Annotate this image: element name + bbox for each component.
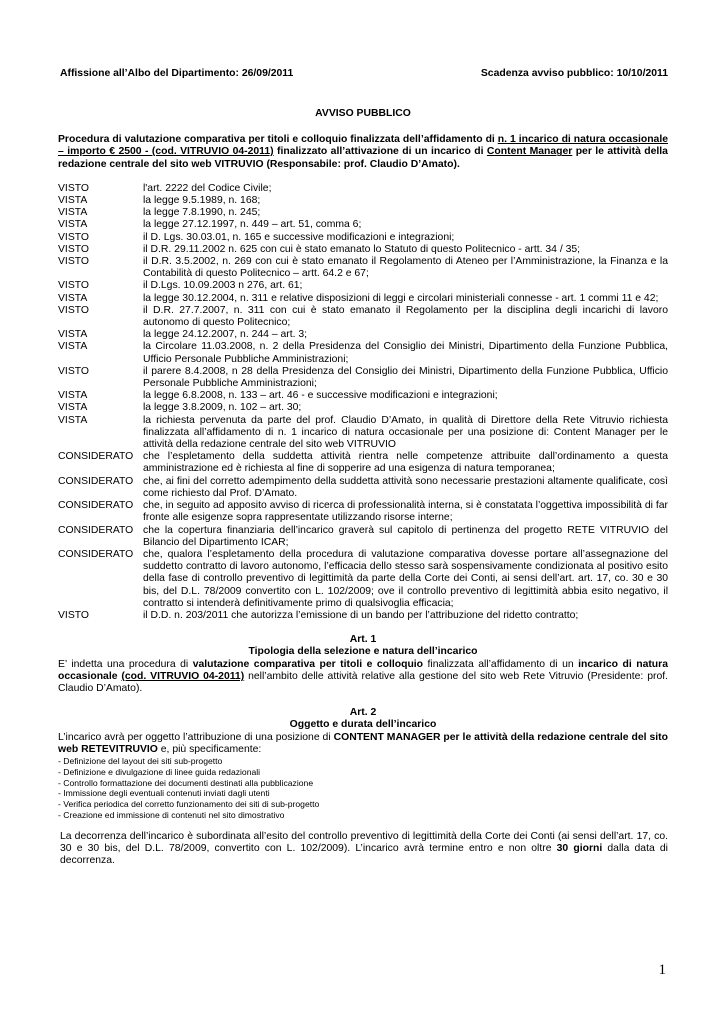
intro-underline-2: Content Manager xyxy=(486,146,573,158)
premise-keyword: VISTA xyxy=(58,207,88,219)
posting-date: Affissione all’Albo del Dipartimento: 26/09/2011 xyxy=(60,68,294,79)
premise-text: che, ai fini del corretto adempimento della suddetta attività sono necessarie prestazioni altamente qualificate, così come richiesto dal Prof. D’Amato. xyxy=(143,475,668,499)
premise-keyword: CONSIDERATO xyxy=(58,500,134,512)
premise-row xyxy=(58,195,668,207)
premise-row xyxy=(58,207,668,219)
art2-number: Art. 2 xyxy=(349,707,377,719)
premise-text: il D.R. 3.5.2002, n. 269 con cui è stato emanato il Regolamento di Ateneo per l’Amministrazione, la Finanza e la Contabilità di questo Politecnico – artt. 64.2 e 67; xyxy=(143,256,668,280)
premise-row xyxy=(58,293,668,305)
art2-text-2: e, più specificamente: xyxy=(157,743,262,755)
premise-text: che la copertura finanziaria dell’incarico graverà sul capitolo di pertinenza del progetto RETE VITRUVIO del Bilancio del Dipartimento ICAR; xyxy=(143,524,668,548)
premise-text: la richiesta pervenuta da parte del prof. Claudio D’Amato, in qualità di Direttore della Rete Vitruvio richiesta finalizzata all’affidamento di n. 1 incarico di natura occasionale per una posizione di: Content Manager per le attività della redazione centrale del sito web VITRUVIO xyxy=(143,414,668,451)
premise-keyword: VISTO xyxy=(58,243,89,255)
intro-paragraph xyxy=(58,134,668,171)
premise-row xyxy=(58,280,668,292)
premise-keyword: CONSIDERATO xyxy=(58,451,134,463)
premise-keyword: VISTA xyxy=(58,414,88,426)
art2-duration-text-1: La decorrenza dell’incarico è subordinata all’esito del controllo preventivo di legittimità della Corte dei Conti (ai sensi dell’art. 17, co. 30 e 30 bis, del D.L. 78/2009, convertito con L. 102/2009). L’incarico avrà termine entro e non oltre xyxy=(60,830,668,854)
premise-keyword: VISTO xyxy=(58,365,89,377)
premise-text: che, in seguito ad apposito avviso di ricerca di professionalità interna, si è constatata l’oggettiva impossibilità di far fronte alle esigenze sopra rappresentate utilizzando risorse interne; xyxy=(143,500,668,524)
task-item: - Definizione e divulgazione di linee guida redazionali xyxy=(58,767,668,778)
page-number: 1 xyxy=(658,962,666,978)
premise-row xyxy=(58,366,668,390)
art1-number: Art. 1 xyxy=(349,634,377,646)
art2-bold-1: CONTENT MANAGER per le attività della redazione centrale del sito web RETEVITRUVIO xyxy=(58,731,668,755)
task-item: - Creazione ed immissione di contenuti nel sito dimostrativo xyxy=(58,810,668,821)
task-item: - Controllo formattazione dei documenti destinati alla pubblicazione xyxy=(58,778,668,789)
premise-row xyxy=(58,183,668,195)
premise-text: la legge 6.8.2008, n. 133 – art. 46 - e successive modificazioni e integrazioni; xyxy=(143,390,498,402)
premise-row xyxy=(58,256,668,280)
intro-text-1: Procedura di valutazione comparativa per titoli e colloquio finalizzata dell’affidamento di xyxy=(58,134,498,146)
premise-text: il D.D. n. 203/2011 che autorizza l’emissione di un bando per l’attribuzione del ridetto contratto; xyxy=(143,609,579,621)
premise-text: il D. Lgs. 30.03.01, n. 165 e successive modificazioni e integrazioni; xyxy=(143,231,455,243)
premise-keyword: VISTO xyxy=(58,182,89,194)
premise-row xyxy=(58,402,668,414)
premise-text: l'art. 2222 del Codice Civile; xyxy=(143,182,272,194)
deadline-date: Scadenza avviso pubblico: 10/10/2011 xyxy=(480,68,668,79)
art2-task-list xyxy=(58,756,668,821)
premise-keyword: VISTA xyxy=(58,341,88,353)
premise-text: che, qualora l’espletamento della procedura di valutazione comparativa dovesse portare all’assegnazione del suddetto contratto di lavoro autonomo, l’efficacia dello stesso sarà sospensivamente condizionata al positivo esito della fase di controllo preventivo di legittimità da parte della Corte dei Conti, ai sensi dell’art. art. 17, co. 30 e 30 bis, del D.L. 78/2009 convertito con L. 102/2009; ove il controllo preventivo di legittimità abbia esito negativo, il contratto si intenderà definitivamente primo di qualsivoglia efficacia; xyxy=(143,548,668,609)
art2-text-1: L’incarico avrà per oggetto l’attribuzione di una posizione di xyxy=(58,731,334,743)
document-page xyxy=(58,68,668,867)
art1-bold-2: incarico di natura occasionale xyxy=(58,658,668,682)
art1-text-2: finalizzata all’affidamento di un xyxy=(423,658,579,670)
art1-title: Tipologia della selezione e natura dell’incarico xyxy=(248,646,478,658)
premise-keyword: VISTO xyxy=(58,280,89,292)
premise-row xyxy=(58,451,668,475)
premise-row xyxy=(58,219,668,231)
premise-keyword: VISTO xyxy=(58,609,89,621)
premise-keyword: VISTA xyxy=(58,219,88,231)
premise-text: la legge 7.8.1990, n. 245; xyxy=(143,207,261,219)
premise-keyword: VISTO xyxy=(58,231,89,243)
premise-keyword: VISTA xyxy=(58,390,88,402)
art2-paragraph xyxy=(58,732,668,756)
premise-row xyxy=(58,549,668,610)
premise-text: la legge 3.8.2009, n. 102 – art. 30; xyxy=(143,402,302,414)
art1-paragraph xyxy=(58,659,668,696)
art1-text-4: nell’ambito delle attività relative alla gestione del sito web Rete Vitruvio (Presidente: prof. Claudio D’Amato). xyxy=(58,670,668,694)
premise-keyword: VISTA xyxy=(58,195,88,207)
header xyxy=(58,68,668,82)
premise-text: la legge 27.12.1997, n. 449 – art. 51, comma 6; xyxy=(143,219,362,231)
premise-row xyxy=(58,329,668,341)
premise-text: il parere 8.4.2008, n 28 della Presidenza del Consiglio dei Ministri, Dipartimento della Funzione Pubblica, Ufficio Personale Pubbliche Amministrazioni; xyxy=(143,365,668,390)
intro-text-2: finalizzato all’attivazione di un incarico di xyxy=(273,146,487,158)
document-title: AVVISO PUBBLICO xyxy=(315,108,411,119)
premise-row xyxy=(58,341,668,365)
premise-row xyxy=(58,232,668,244)
art2-duration-bold: 30 giorni xyxy=(556,842,603,854)
premise-keyword: CONSIDERATO xyxy=(58,524,134,536)
premise-row xyxy=(58,305,668,329)
art1-bold-1: valutazione comparativa per titoli e colloquio xyxy=(192,658,424,670)
premise-row xyxy=(58,525,668,549)
task-item: - Definizione del layout dei siti sub-progetto xyxy=(58,756,668,767)
premise-row xyxy=(58,476,668,500)
premise-keyword: CONSIDERATO xyxy=(58,548,134,560)
premise-text: la legge 9.5.1989, n. 168; xyxy=(143,195,261,207)
premise-keyword: VISTA xyxy=(58,329,88,341)
intro-text-3: per le attività della redazione centrale del sito web VITRUVIO (Responsabile: prof. Claudio D’Amato). xyxy=(58,146,668,170)
premise-keyword: VISTA xyxy=(58,292,88,304)
task-item: - Verifica periodica del corretto funzionamento dei siti di sub-progetto xyxy=(58,799,668,810)
premise-row xyxy=(58,415,668,452)
art1-code: (cod. VITRUVIO 04-2011) xyxy=(121,670,245,682)
premise-text: la legge 24.12.2007, n. 244 – art. 3; xyxy=(143,329,308,341)
art2-duration-text-2: dalla data di decorrenza. xyxy=(60,842,668,867)
premise-keyword: CONSIDERATO xyxy=(58,475,134,487)
premise-row xyxy=(58,244,668,256)
premise-keyword: VISTO xyxy=(58,256,89,268)
premise-row xyxy=(58,610,668,622)
premises-list xyxy=(58,183,668,622)
premise-text: la Circolare 11.03.2008, n. 2 della Presidenza del Consiglio dei Ministri, Dipartimento della Funzione Pubblica, Ufficio Personale Pubbliche Amministrazioni; xyxy=(143,341,668,365)
premise-row xyxy=(58,390,668,402)
premise-text: il D.Lgs. 10.09.2003 n 276, art. 61; xyxy=(143,280,303,292)
premise-keyword: VISTA xyxy=(58,402,88,414)
art2-title: Oggetto e durata dell’incarico xyxy=(289,719,437,731)
premise-text: il D.R. 27.7.2007, n. 311 con cui è stato emanato il Regolamento per la disciplina degli incarichi di lavoro autonomo di questo Politecnico; xyxy=(143,304,668,329)
premise-text: la legge 30.12.2004, n. 311 e relative disposizioni di leggi e circolari ministeriali connesse - art. 1 commi 11 e 42; xyxy=(143,292,659,304)
premise-keyword: VISTO xyxy=(58,304,89,316)
art2-duration-paragraph xyxy=(60,831,668,868)
premise-text: che l’espletamento della suddetta attività rientra nelle competenze attribuite dall’ordinamento a questa amministrazione ed è richiesta al fine di sopperire ad una esigenza di natura temporanea; xyxy=(143,451,668,475)
intro-underline-1: n. 1 incarico di natura occasionale – importo € 2500 - (cod. VITRUVIO 04-2011) xyxy=(58,134,668,158)
premise-row xyxy=(58,500,668,524)
art1-text-1: E’ indetta una procedura di xyxy=(58,658,193,670)
premise-text: il D.R. 29.11.2002 n. 625 con cui è stato emanato lo Statuto di questo Politecnico - artt. 34 / 35; xyxy=(143,243,581,255)
task-item: - Immissione degli eventuali contenuti inviati dagli utenti xyxy=(58,788,668,799)
